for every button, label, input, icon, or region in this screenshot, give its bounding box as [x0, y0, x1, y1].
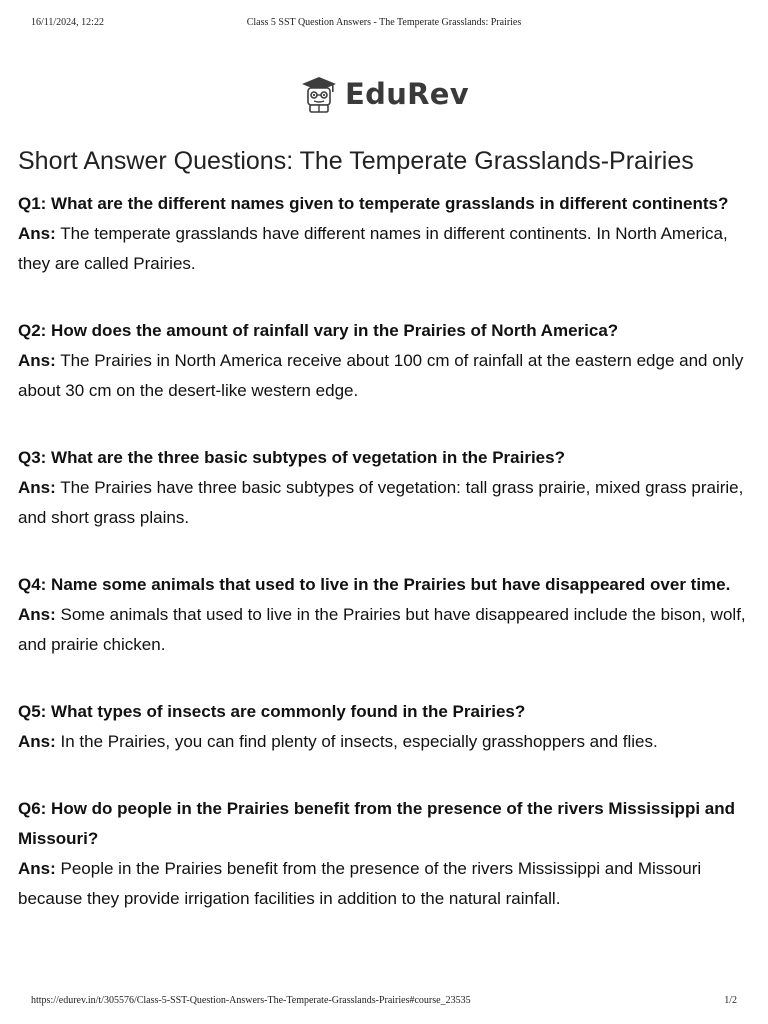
answer-label: Ans: — [18, 478, 56, 497]
print-footer — [0, 995, 768, 1009]
page-number: 1/2 — [724, 995, 737, 1006]
question-text: Q5: What types of insects are commonly found in the Prairies? — [18, 702, 526, 721]
edurev-logo[interactable] — [0, 72, 768, 116]
question-text: Q3: What are the three basic subtypes of vegetation in the Prairies? — [18, 448, 565, 467]
answer-label: Ans: — [18, 732, 56, 751]
print-header — [0, 17, 768, 33]
qa-item-2 — [18, 316, 750, 406]
answer-label: Ans: — [18, 224, 56, 243]
qa-item-5 — [18, 697, 750, 757]
qa-item-1 — [18, 189, 750, 279]
answer-text: The Prairies have three basic subtypes of vegetation: tall grass prairie, mixed grass prairie, and short grass plains. — [18, 478, 744, 527]
question-text: Q4: Name some animals that used to live in the Prairies but have disappeared over time. — [18, 575, 731, 594]
answer-block — [18, 727, 750, 757]
answer-text: The temperate grasslands have different names in different continents. In North America, they are called Prairies. — [18, 224, 728, 273]
page-url-link[interactable]: https://edurev.in/t/305576/Class-5-SST-Question-Answers-The-Temperate-Grasslands-Prairies#course_23535 — [31, 995, 471, 1006]
answer-block — [18, 219, 750, 279]
answer-label: Ans: — [18, 859, 56, 878]
answer-text: People in the Prairies benefit from the presence of the rivers Mississippi and Missouri because they provide irrigation facilities in addition to the natural rainfall. — [18, 859, 702, 908]
qa-item-6 — [18, 794, 750, 914]
print-datetime: 16/11/2024, 12:22 — [31, 17, 104, 28]
question-text: Q1: What are the different names given to temperate grasslands in different continents? — [18, 194, 729, 213]
logo-wordmark: EduRev — [345, 77, 469, 111]
answer-label: Ans: — [18, 605, 56, 624]
answer-label: Ans: — [18, 351, 56, 370]
question-text: Q2: How does the amount of rainfall vary in the Prairies of North America? — [18, 321, 619, 340]
article-content — [18, 143, 750, 951]
answer-block — [18, 600, 750, 660]
qa-item-3 — [18, 443, 750, 533]
answer-text: The Prairies in North America receive about 100 cm of rainfall at the eastern edge and only about 30 cm on the desert-like western edge. — [18, 351, 744, 400]
graduation-cap-mascot-icon — [299, 74, 339, 114]
answer-block — [18, 854, 750, 914]
question-text: Q6: How do people in the Prairies benefit from the presence of the rivers Mississippi and Missouri? — [18, 799, 735, 848]
page-title: Short Answer Questions: The Temperate Grasslands-Prairies — [18, 147, 694, 175]
print-page-title: Class 5 SST Question Answers - The Temperate Grasslands: Prairies — [246, 17, 522, 28]
answer-block — [18, 346, 750, 406]
answer-block — [18, 473, 750, 533]
answer-text: In the Prairies, you can find plenty of insects, especially grasshoppers and flies. — [60, 732, 658, 751]
answer-text: Some animals that used to live in the Prairies but have disappeared include the bison, wolf, and prairie chicken. — [18, 605, 746, 654]
qa-item-4 — [18, 570, 750, 660]
